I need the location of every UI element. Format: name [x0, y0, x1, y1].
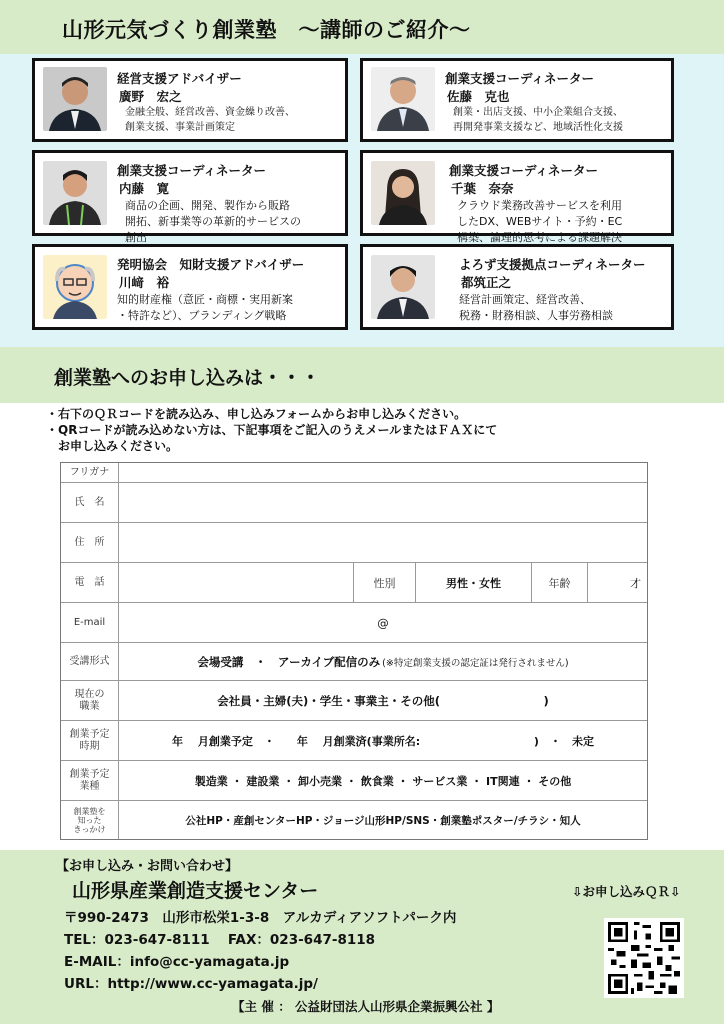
- instructor-desc-line: したDX、WEBサイト・予約・EC: [457, 215, 623, 228]
- name-label: 氏 名: [61, 483, 119, 522]
- instructor-desc-line: 構築、論理的思考による課題解決: [457, 231, 622, 244]
- email-label: E-mail: [61, 603, 119, 642]
- contact-url[interactable]: URL：http://www.cc-yamagata.jp/: [64, 976, 318, 992]
- organization-name: 山形県産業創造支援センター: [72, 880, 319, 902]
- age-unit: 才: [630, 576, 641, 590]
- occupation-field[interactable]: 会社員・主婦(夫)・学生・事業主・その他( ): [217, 693, 549, 708]
- instructor-desc-line: 再開発事業支援など、地域活性化支援: [453, 122, 623, 133]
- instructor-photo: [371, 161, 435, 225]
- instructor-desc-line: 商品の企画、開発、製作から販路: [125, 199, 290, 212]
- phone-field[interactable]: [119, 563, 351, 602]
- form-row-name: [61, 483, 647, 523]
- qr-code-icon[interactable]: [604, 918, 684, 998]
- instructor-name: 廣野 宏之: [119, 89, 182, 104]
- form-row-furigana: [61, 463, 647, 483]
- industry-field[interactable]: 製造業 ・ 建設業 ・ 卸小売業 ・ 飲食業 ・ サービス業 ・ IT関連 ・ その他: [194, 774, 572, 788]
- instructor-photo: [371, 67, 435, 131]
- qr-label: ⇩お申し込みＱＲ⇩: [572, 884, 681, 899]
- form-row-source: [61, 801, 647, 839]
- address-label: 住 所: [61, 523, 119, 562]
- age-field[interactable]: [587, 563, 647, 602]
- industry-label-line: 創業予定: [69, 768, 110, 780]
- email-at: @: [377, 615, 389, 630]
- instructor-desc-line: ・特許など）、ブランディング戦略: [117, 309, 287, 322]
- form-row-schedule: [61, 721, 647, 761]
- contact-tel-fax: TEL：023-647-8111 FAX：023-647-8118: [64, 932, 376, 948]
- furigana-label: フリガナ: [61, 463, 119, 482]
- instructor-role: 創業支援コーディネーター: [117, 163, 267, 178]
- instructor-name: 千葉 奈奈: [451, 181, 514, 196]
- instructor-desc-line: クラウド業務改善サービスを利用: [457, 199, 622, 212]
- furigana-field[interactable]: [119, 463, 647, 482]
- instructor-name: 都筑正之: [461, 275, 512, 290]
- source-label-line: 知った: [77, 815, 102, 825]
- form-row-email: [61, 603, 647, 643]
- occupation-label-line: 職業: [79, 700, 100, 712]
- application-notes: [46, 406, 497, 454]
- instructor-photo: [43, 67, 107, 131]
- instructor-illustration: [43, 255, 107, 319]
- note-line: お申し込みください。: [46, 439, 179, 453]
- occupation-label-line: 現在の: [74, 688, 105, 700]
- age-label: 年齢: [531, 563, 587, 602]
- schedule-label-line: 創業予定: [69, 728, 110, 740]
- address-field[interactable]: [119, 523, 647, 562]
- industry-label: [61, 761, 119, 800]
- source-field[interactable]: 公社HP・産創センターHP・ジョージ山形HP/SNS・創業塾ポスター/チラシ・知人: [185, 814, 581, 827]
- contact-heading: 【お申し込み・お問い合わせ】: [56, 859, 239, 874]
- note-line: ・QRコードが読み込めない方は、下記事項をご記入のうえメールまたはＦＡＸにて: [46, 423, 498, 437]
- instructor-desc-line: 経営計画策定、経営改善、: [459, 293, 591, 306]
- form-row-industry: [61, 761, 647, 801]
- instructor-desc-line: 金融全般、経営改善、資金繰り改善、: [125, 107, 295, 118]
- instructor-desc-line: 創出: [125, 231, 147, 244]
- instructor-role: 発明協会 知財支援アドバイザー: [117, 257, 305, 272]
- instructor-desc-line: 創業支援、事業計画策定: [125, 122, 235, 133]
- instructor-role: よろず支援拠点コーディネーター: [459, 257, 646, 272]
- gender-label: 性別: [353, 563, 415, 602]
- header-band: [0, 0, 724, 54]
- instructor-desc-line: 創業・出店支援、中小企業組合支援、: [453, 107, 623, 118]
- format-options: 会場受講 ・ アーカイブ配信のみ: [197, 654, 381, 669]
- industry-label-line: 業種: [79, 780, 100, 792]
- occupation-label: [61, 681, 119, 720]
- phone-label: 電 話: [61, 563, 119, 602]
- page-title: 山形元気づくり創業塾 ～講師のご紹介～: [62, 18, 471, 42]
- instructor-desc-line: 知的財産権（意匠・商標・実用新案: [117, 293, 293, 306]
- contact-email[interactable]: E-MAIL：info@cc-yamagata.jp: [64, 954, 290, 970]
- format-label: 受講形式: [61, 643, 119, 680]
- application-band: [0, 347, 724, 403]
- instructor-card-naito: [32, 150, 348, 244]
- instructor-desc-line: 税務・財務相談、人事労務相談: [459, 309, 613, 322]
- source-label-line: きっかけ: [73, 824, 106, 834]
- instructor-name: 川﨑 裕: [119, 275, 170, 290]
- form-row-address: [61, 523, 647, 563]
- instructor-card-sato: [360, 58, 674, 142]
- instructor-role: 創業支援コーディネーター: [445, 71, 595, 86]
- schedule-label: [61, 721, 119, 760]
- source-label-line: 創業塾を: [73, 806, 106, 816]
- instructor-card-tsuzuki: [360, 244, 674, 330]
- instructor-photo: [43, 161, 107, 225]
- form-row-occupation: [61, 681, 647, 721]
- instructor-desc-line: 開拓、新事業等の革新的サービスの: [125, 215, 301, 228]
- instructor-card-kawasaki: [32, 244, 348, 330]
- schedule-field[interactable]: 年 月創業予定 ・ 年 月創業済(事業所名: ) ・ 未定: [172, 734, 594, 748]
- name-field[interactable]: [119, 483, 647, 522]
- note-line: ・右下のＱＲコードを読み込み、申し込みフォームからお申し込みください。: [46, 407, 467, 421]
- form-row-format: [61, 643, 647, 681]
- gender-field[interactable]: 男性・女性: [415, 563, 531, 602]
- application-title: 創業塾へのお申し込みは・・・: [54, 367, 321, 389]
- sponsor: 【主 催 ： 公益財団法人山形県企業振興公社 】: [232, 999, 500, 1014]
- instructor-card-hirono: [32, 58, 348, 142]
- instructor-name: 佐藤 克也: [447, 89, 510, 104]
- instructor-photo: [371, 255, 435, 319]
- instructor-name: 内藤 寛: [119, 181, 170, 196]
- instructor-role: 経営支援アドバイザー: [117, 71, 242, 86]
- application-form: [60, 462, 648, 840]
- email-field[interactable]: [119, 603, 647, 642]
- instructor-card-chiba: [360, 150, 674, 244]
- schedule-label-line: 時期: [79, 740, 100, 752]
- format-field[interactable]: [119, 643, 647, 680]
- contact-address: 〒990-2473 山形市松栄1-3-8 アルカディアソフトパーク内: [64, 910, 457, 926]
- source-label: [61, 801, 119, 839]
- instructor-role: 創業支援コーディネーター: [449, 163, 599, 178]
- form-row-phone: [61, 563, 647, 603]
- format-note: (※特定創業支援の認定証は発行されません): [382, 657, 569, 669]
